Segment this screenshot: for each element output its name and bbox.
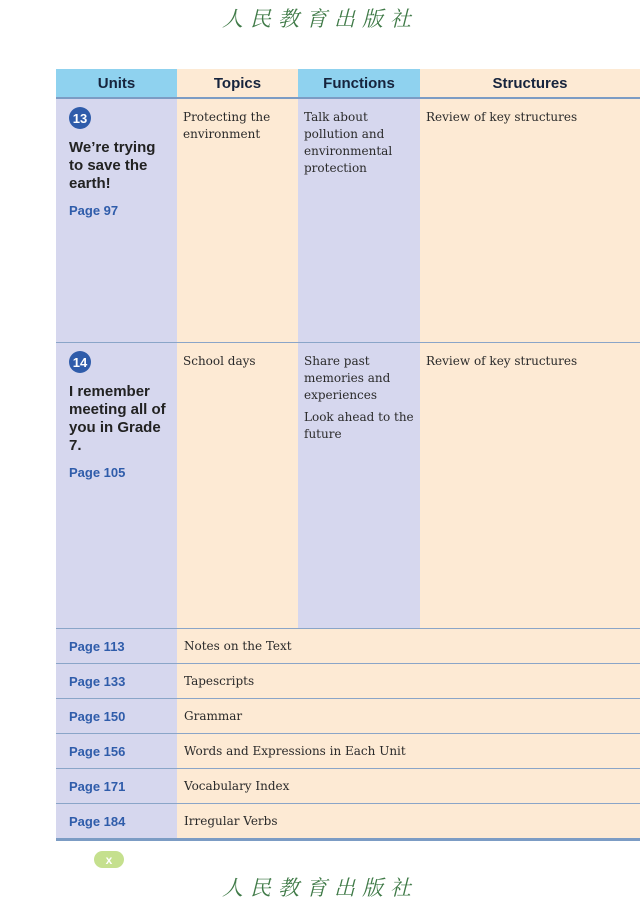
function-item: Talk about pollution and environmental protection: [304, 110, 393, 175]
unit-row-13: [56, 99, 640, 343]
topics-cell: School days: [177, 343, 298, 628]
appendix-page-link[interactable]: Page 150: [56, 699, 177, 733]
appendix-row: [56, 699, 640, 734]
appendix-row: [56, 804, 640, 841]
unit-cell: [56, 99, 177, 342]
unit-row-14: [56, 343, 640, 629]
function-item: Look ahead to the future: [304, 410, 414, 441]
unit-number-badge: 14: [69, 351, 91, 373]
appendix-page-link[interactable]: Page 156: [56, 734, 177, 768]
appendix-page-link[interactable]: Page 171: [56, 769, 177, 803]
structures-cell: Review of key structures: [420, 343, 640, 628]
appendix-title: Grammar: [177, 699, 640, 733]
header-structures: Structures: [420, 69, 640, 97]
publisher-logo-bottom: 人民教育出版社: [222, 876, 418, 900]
unit-title: We’re trying to save the earth!: [69, 139, 156, 192]
header-functions: Functions: [298, 69, 420, 97]
appendix-title: Notes on the Text: [177, 629, 640, 663]
appendix-title: Vocabulary Index: [177, 769, 640, 803]
appendix-title: Words and Expressions in Each Unit: [177, 734, 640, 768]
header-units: Units: [56, 69, 177, 97]
page-number-badge: x: [94, 851, 124, 868]
unit-cell: [56, 343, 177, 628]
header-topics: Topics: [177, 69, 298, 97]
appendix-row: [56, 629, 640, 664]
appendix-row: [56, 734, 640, 769]
appendix-page-link[interactable]: Page 113: [56, 629, 177, 663]
unit-title: I remember meeting all of you in Grade 7.: [69, 383, 166, 454]
contents-table: [56, 69, 640, 841]
structures-cell: Review of key structures: [420, 99, 640, 342]
appendix-title: Tapescripts: [177, 664, 640, 698]
topics-cell: Protecting the environment: [177, 99, 298, 342]
functions-cell: [298, 99, 420, 342]
unit-page-link[interactable]: Page 105: [69, 465, 126, 480]
table-header: [56, 69, 640, 99]
appendix-page-link[interactable]: Page 184: [56, 804, 177, 838]
appendix-row: [56, 664, 640, 699]
appendix-row: [56, 769, 640, 804]
publisher-logo-top: 人民教育出版社: [222, 7, 418, 31]
unit-page-link[interactable]: Page 97: [69, 203, 119, 218]
appendix-page-link[interactable]: Page 133: [56, 664, 177, 698]
function-item: Share past memories and experiences: [304, 354, 391, 402]
appendix-title: Irregular Verbs: [177, 804, 640, 838]
unit-number-badge: 13: [69, 107, 91, 129]
functions-cell: [298, 343, 420, 628]
